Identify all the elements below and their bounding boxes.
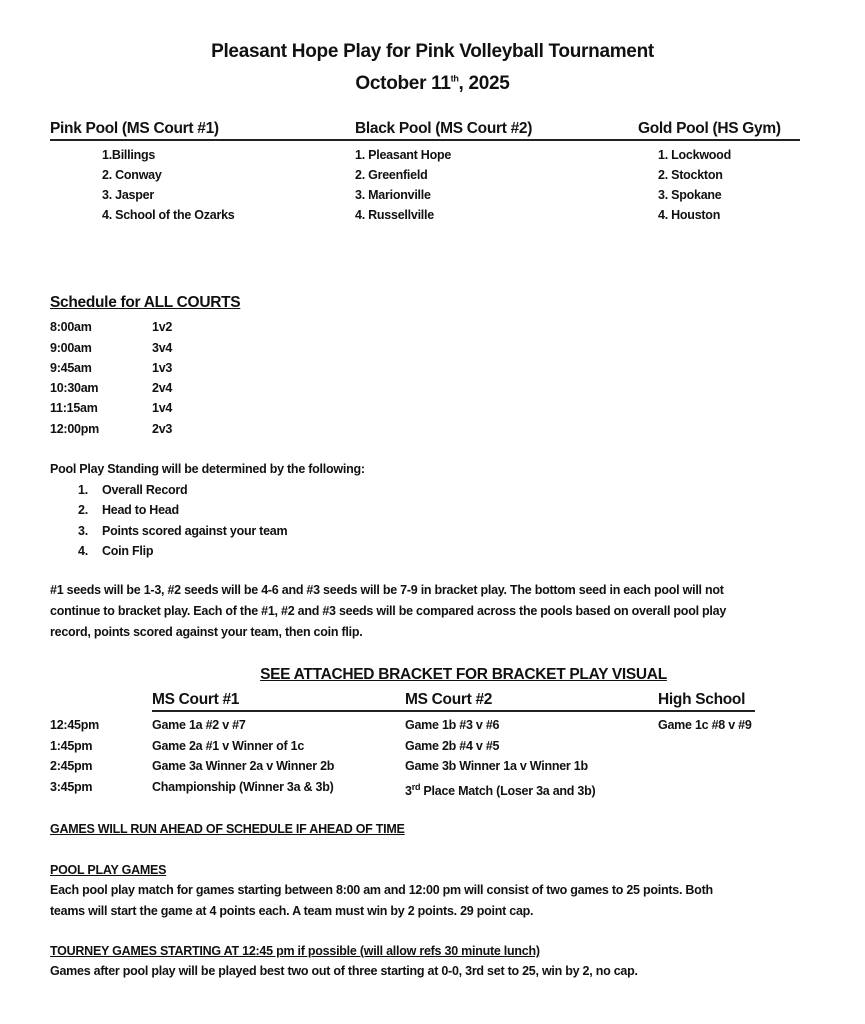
standing-number: 1. <box>78 483 88 497</box>
standing-number: 4. <box>78 544 88 558</box>
pool-header-gold: Gold Pool (HS Gym) <box>638 120 781 137</box>
standing-number: 3. <box>78 524 88 538</box>
schedule-time: 10:30am <box>50 381 99 395</box>
bracket-heading: SEE ATTACHED BRACKET FOR BRACKET PLAY VISUAL <box>260 666 667 683</box>
document-title: Pleasant Hope Play for Pink Volleyball Tournament <box>211 41 654 62</box>
bracket-game: Game 3a Winner 2a v Winner 2b <box>152 759 335 773</box>
pool-header-pink: Pink Pool (MS Court #1) <box>50 120 219 137</box>
ahead-of-schedule-note: GAMES WILL RUN AHEAD OF SCHEDULE IF AHEAD OF TIME <box>50 822 405 836</box>
standing-number: 2. <box>78 503 88 517</box>
pool-team: 1.Billings <box>102 148 156 162</box>
schedule-match: 3v4 <box>152 341 173 355</box>
date-text: October 11 <box>355 73 451 94</box>
schedule-match: 1v2 <box>152 320 173 334</box>
bracket-game: Game 3b Winner 1a v Winner 1b <box>405 759 588 773</box>
bracket-time: 1:45pm <box>50 739 93 753</box>
schedule-match: 2v4 <box>152 381 173 395</box>
date-superscript: th <box>450 73 459 84</box>
bracket-game <box>405 779 595 799</box>
schedule-time: 8:00am <box>50 320 92 334</box>
bracket-column-ms-court-1: MS Court #1 <box>152 691 240 708</box>
pool-play-rules-line: Each pool play match for games starting between 8:00 am and 12:00 pm will consist of two games to 25 points. Both <box>50 883 713 897</box>
bracket-header-underline <box>152 710 755 712</box>
pool-header-underline <box>50 139 800 141</box>
tourney-games-heading: TOURNEY GAMES STARTING AT 12:45 pm if possible (will allow refs 30 minute lunch) <box>50 944 540 958</box>
standing-intro: Pool Play Standing will be determined by the following: <box>50 462 365 476</box>
pool-team: 3. Marionville <box>355 188 431 202</box>
bracket-column-ms-court-2: MS Court #2 <box>405 691 493 708</box>
pool-team: 2. Stockton <box>658 168 723 182</box>
standing-criterion: Coin Flip <box>102 544 154 558</box>
standing-criterion: Overall Record <box>102 483 188 497</box>
pool-play-rules-line: teams will start the game at 4 points each. A team must win by 2 points. 29 point cap. <box>50 904 534 918</box>
standing-criterion: Points scored against your team <box>102 524 288 538</box>
pool-team: 4. Houston <box>658 208 721 222</box>
schedule-heading: Schedule for ALL COURTS <box>50 294 241 311</box>
place-superscript: rd <box>411 782 421 792</box>
schedule-match: 1v3 <box>152 361 173 375</box>
bracket-time: 2:45pm <box>50 759 93 773</box>
pool-team: 3. Spokane <box>658 188 722 202</box>
schedule-time: 9:45am <box>50 361 92 375</box>
bracket-column-high-school: High School <box>658 691 746 708</box>
pool-play-games-heading: POOL PLAY GAMES <box>50 863 167 877</box>
tourney-rules-text: Games after pool play will be played best two out of three starting at 0-0, 3rd set to 25, win by 2, no cap. <box>50 964 638 978</box>
schedule-match: 1v4 <box>152 401 173 415</box>
bracket-game: Game 2a #1 v Winner of 1c <box>152 739 305 753</box>
pool-team: 4. School of the Ozarks <box>102 208 235 222</box>
schedule-time: 9:00am <box>50 341 92 355</box>
bracket-time: 12:45pm <box>50 718 99 732</box>
bracket-time: 3:45pm <box>50 780 93 794</box>
tournament-date <box>0 73 865 95</box>
pool-team: 2. Conway <box>102 168 162 182</box>
pool-team: 3. Jasper <box>102 188 154 202</box>
pool-team: 4. Russellville <box>355 208 434 222</box>
schedule-time: 11:15am <box>50 401 98 415</box>
seeds-paragraph-line: continue to bracket play. Each of the #1, #2 and #3 seeds will be compared across the pools based on overall pool play <box>50 604 727 618</box>
standing-criterion: Head to Head <box>102 503 179 517</box>
schedule-match: 2v3 <box>152 422 173 436</box>
seeds-paragraph-line: #1 seeds will be 1-3, #2 seeds will be 4-6 and #3 seeds will be 7-9 in bracket play. The bottom seed in each pool will not <box>50 583 724 597</box>
bracket-game: Championship (Winner 3a & 3b) <box>152 780 334 794</box>
pool-team: 1. Lockwood <box>658 148 731 162</box>
place-match-text: Place Match (Loser 3a and 3b) <box>420 784 596 799</box>
bracket-game: Game 1b #3 v #6 <box>405 718 500 732</box>
date-year: , 2025 <box>458 73 510 94</box>
bracket-game: Game 2b #4 v #5 <box>405 739 500 753</box>
pool-team: 1. Pleasant Hope <box>355 148 452 162</box>
bracket-game: Game 1c #8 v #9 <box>658 718 752 732</box>
schedule-time: 12:00pm <box>50 422 99 436</box>
bracket-game: Game 1a #2 v #7 <box>152 718 246 732</box>
place-number: 3 <box>405 784 412 799</box>
pool-team: 2. Greenfield <box>355 168 428 182</box>
pool-header-black: Black Pool (MS Court #2) <box>355 120 533 137</box>
seeds-paragraph-line: record, points scored against your team, then coin flip. <box>50 625 363 639</box>
